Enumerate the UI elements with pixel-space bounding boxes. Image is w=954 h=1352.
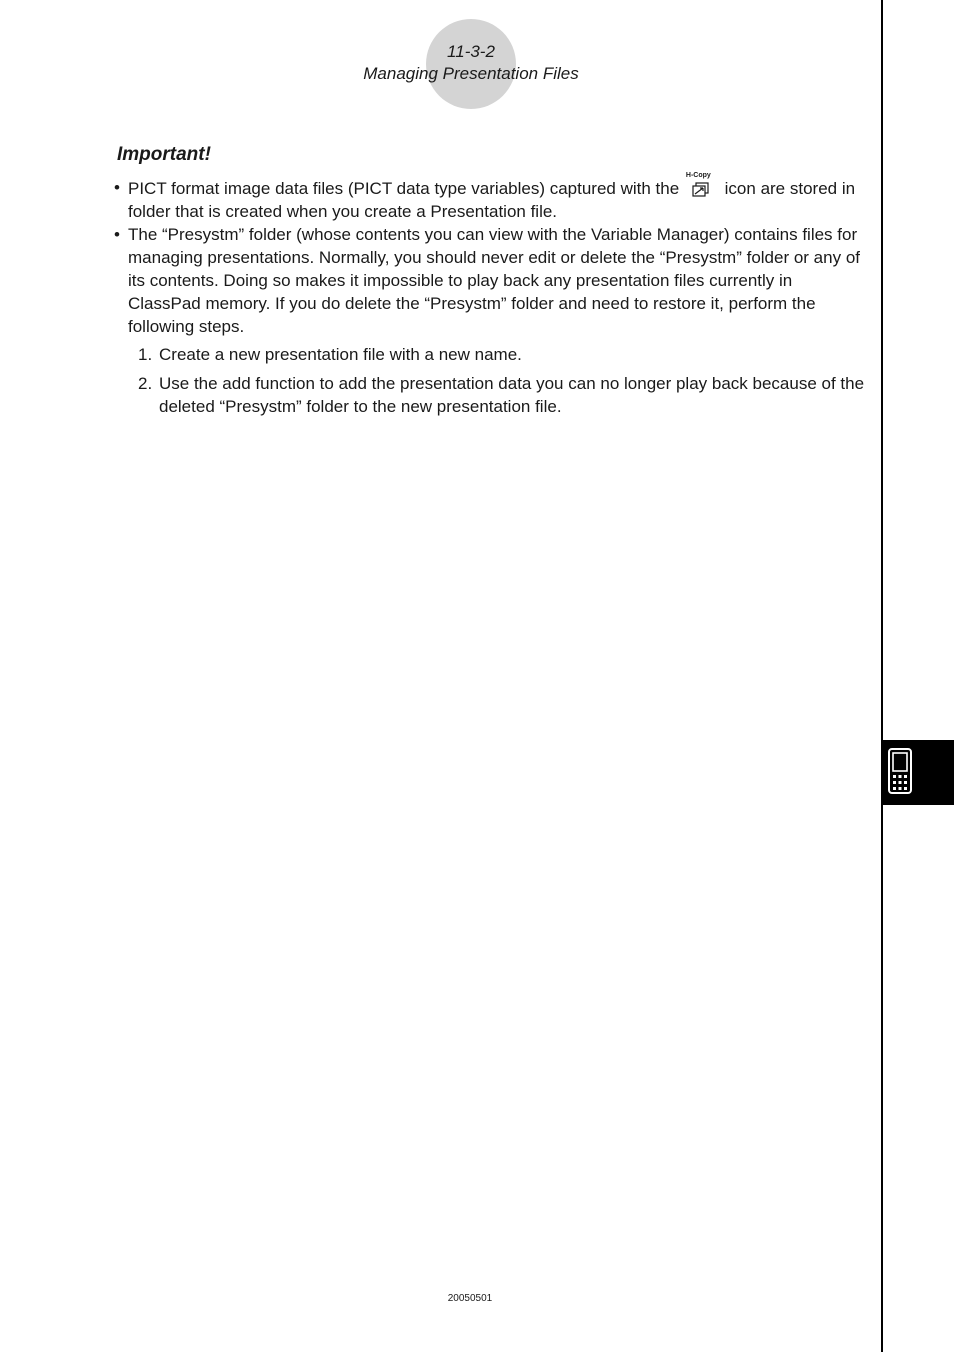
h-copy-icon-label: H-Copy [685, 172, 711, 179]
section-title: Managing Presentation Files [363, 64, 579, 83]
step-1 [138, 343, 889, 366]
chapter-side-tab [883, 740, 954, 805]
step-text: Use the add function to add the presentation data you can no longer play back because of the deleted “Presystm” folder to the new presentation file. [159, 374, 865, 416]
right-margin-rule [881, 0, 883, 1352]
important-heading: Important! [117, 144, 211, 165]
bullet-dot: • [114, 178, 120, 197]
bullet-text-after-icon: icon are stored in folder that is created when you create a Presentation file. [128, 179, 856, 221]
step-2 [138, 372, 889, 418]
calculator-icon [888, 748, 912, 794]
step-text: Create a new presentation file with a new name. [159, 345, 522, 364]
footer-code: 20050501 [447, 1293, 493, 1304]
h-copy-icon [685, 172, 716, 200]
bullet-presystm-folder [114, 223, 866, 338]
bullet-text-before-icon: PICT format image data files (PICT data type variables) captured with the [128, 179, 680, 198]
step-number: 1. [138, 345, 153, 364]
bullet-pict-files [114, 172, 866, 223]
bullet-text: The “Presystm” folder (whose contents you can view with the Variable Manager) contains files for managing presentations. Normally, you should never edit or delete the “Presystm” folder or any of its contents. Doing so makes it impossible to play back any presentation files currently in ClassPad memory. If you do delete the “Presystm” folder and need to restore it, perform the following steps. [128, 225, 860, 336]
page-number: 11-3-2 [447, 42, 495, 61]
step-number: 2. [138, 374, 153, 393]
bullet-dot: • [114, 225, 120, 244]
